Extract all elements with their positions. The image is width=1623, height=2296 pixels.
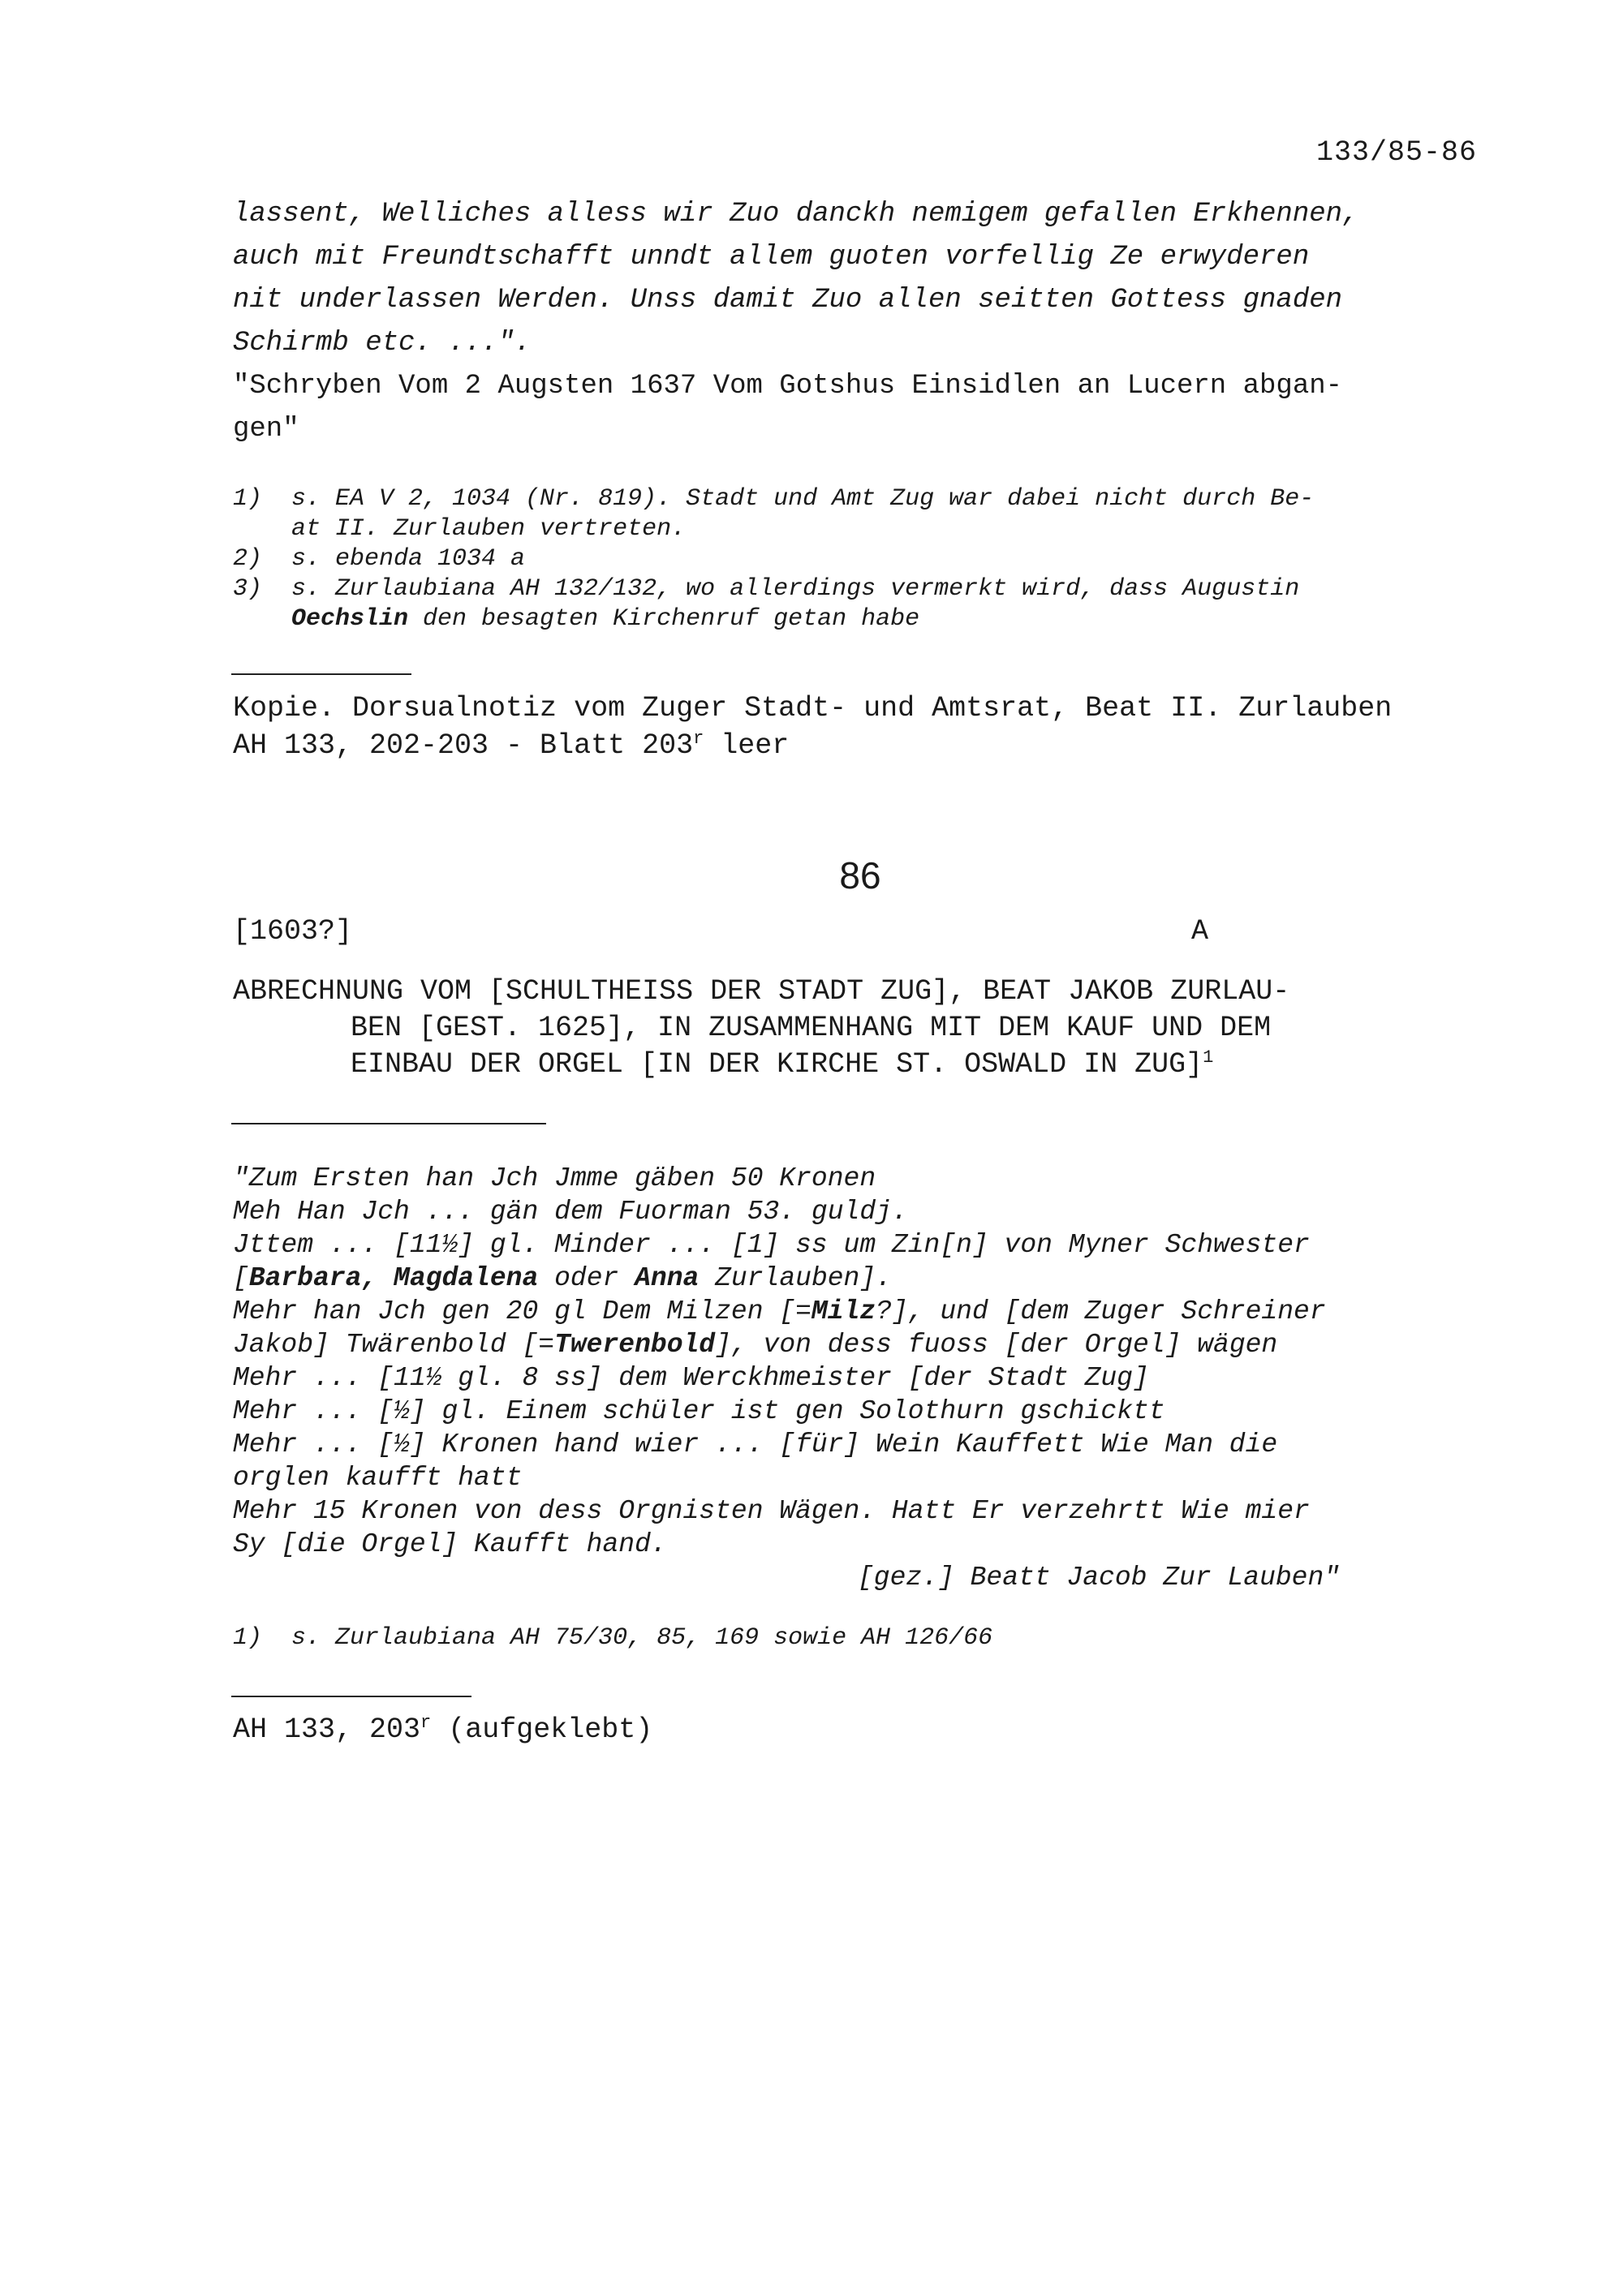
- text-line: "Schryben Vom 2 Augsten 1637 Vom Gotshus Einsidlen an Lucern abgan-: [233, 371, 1343, 402]
- source-line: AH 133, 202-203 - Blatt 203$^r$ leer: [233, 729, 790, 762]
- bold-name: Oechslin: [291, 605, 409, 633]
- footnote-number: 3): [233, 575, 263, 603]
- footnote: [233, 1624, 992, 1652]
- footnote-line: at II. Zurlauben vertreten.: [291, 515, 687, 543]
- heading-line: ABRECHNUNG VOM [SCHULTHEISS DER STADT ZUG], BEAT JAKOB ZURLAU-: [233, 975, 1290, 1008]
- document-number: 86: [839, 854, 881, 896]
- footnote-text: s. Zurlaubiana AH 75/30, 85, 169 sowie AH 126/66: [291, 1624, 993, 1652]
- continued-letter-text: [233, 193, 1499, 451]
- document-category: A: [1191, 915, 1209, 948]
- signature: [gez.] Beatt Jacob Zur Lauben": [858, 1563, 1341, 1593]
- footnote: [233, 484, 1499, 544]
- page-reference: 133/85-86: [1315, 136, 1477, 169]
- footnote-text: [291, 574, 1499, 634]
- footnote-line: den besagten Kirchenruf getan habe: [408, 605, 920, 633]
- text-line: auch mit Freundtschafft unndt allem guoten vorfellig Ze erwyderen: [233, 242, 1310, 273]
- source-line: Kopie. Dorsualnotiz vom Zuger Stadt- und Amtsrat, Beat II. Zurlauben: [233, 692, 1393, 724]
- footnote-line: s. Zurlaubiana AH 132/132, wo allerdings vermerkt wird, dass Augustin: [291, 575, 1300, 603]
- document-date: [1603?]: [233, 915, 353, 948]
- bold-name: Milz: [811, 1296, 876, 1326]
- footnote-number: 2): [233, 545, 263, 573]
- footnote: [233, 574, 1499, 634]
- document-heading: [233, 974, 1515, 1083]
- footnotes-section: [233, 484, 1499, 634]
- source-note: AH 133, 203$^r$ (aufgeklebt): [233, 1713, 653, 1746]
- bold-name: Twerenbold: [554, 1330, 716, 1360]
- footnote-line: s. EA V 2, 1034 (Nr. 819). Stadt und Amt Zug war dabei nicht durch Be-: [291, 485, 1315, 513]
- heading-line: EINBAU DER ORGEL [IN DER KIRCHE ST. OSWALD IN ZUG]$^1$: [351, 1047, 1214, 1081]
- footnote-marker: 1: [1203, 1047, 1214, 1068]
- heading-line: BEN [GEST. 1625], IN ZUSAMMENHANG MIT DEM KAUF UND DEM: [351, 1012, 1272, 1044]
- footnote-number: 1): [233, 485, 263, 513]
- footnote-number: 1): [233, 1624, 263, 1652]
- text-line: lassent, Welliches alless wir Zuo danckh nemigem gefallen Erkhennen,: [233, 199, 1359, 230]
- bold-name: Barbara, Magdalena: [248, 1263, 539, 1293]
- footnote: [233, 544, 1499, 574]
- text-line: gen": [233, 414, 299, 445]
- text-line: nit underlassen Werden. Unss damit Zuo allen seitten Gottess gnaden: [233, 285, 1343, 316]
- text-line: Schirmb etc. ...".: [233, 328, 532, 359]
- bold-name: Anna: [635, 1263, 700, 1293]
- divider: [231, 673, 411, 675]
- footnote-text: [291, 484, 1499, 544]
- divider: [231, 1696, 471, 1697]
- quoted-account: "Zum Ersten han Jch Jmme gäben 50 Kronen Meh Han Jch ... gän dem Fuorman 53. guldj. Jttem ... [11½] gl. Minder ... [1] ss um Zin[n] von Myner Schwester [Barbara, Magdalena oder Anna Zurlauben]. Mehr han Jch gen 20 gl Dem Milzen [=Milz?], und [dem Zuger Schreiner Jakob] Twärenbold [=Twerenbold], von dess fuoss [der Orgel] wägen Mehr ... [11½ gl. 8 ss] dem Werckhmeister [der Stadt Zug] Mehr ... [½] gl. Einem schüler ist gen Solothurn gschicktt Mehr ... [½] Kronen hand wier ... [für] Wein Kauffett Wie Man die orglen kaufft hatt Mehr 15 Kronen von dess Orgnisten Wägen. Hatt Er verzehrtt Wie mier Sy [die Orgel] Kaufft hand. [gez.] Beatt Jacob Zur Lauben": [233, 1162, 1531, 1594]
- footnote-text: s. ebenda 1034 a: [291, 545, 526, 573]
- source-note: [233, 690, 1531, 764]
- divider: [231, 1123, 546, 1124]
